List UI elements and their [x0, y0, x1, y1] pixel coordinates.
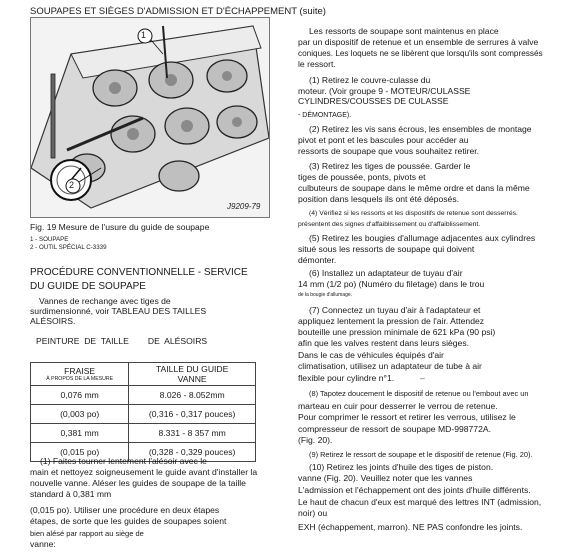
page-title: SOUPAPES ET SIÈGES D'ADMISSION ET D'ÉCHAPPEMENT (suite)	[30, 6, 326, 17]
left-para-line-2: main et nettoyez soigneusement le guide avant d'installer la	[30, 467, 258, 477]
right-line: (8) Tapotez doucement le dispositif de retenue ou l'embout avec un	[309, 389, 529, 398]
right-line: (7) Connectez un tuyau d'air à l'adaptateur et	[309, 305, 481, 315]
table-cell: 8.331 - 8 357 mm	[129, 424, 256, 443]
figure-legend-2: 2 - OUTIL SPÉCIAL C-3339	[30, 244, 107, 251]
table-row	[31, 424, 256, 443]
figure-valve-guide-wear	[30, 17, 270, 218]
right-line: moteur. (Voir groupe 9 - MOTEUR/CULASSE	[298, 86, 471, 96]
reamer-size-table	[30, 362, 256, 462]
right-line: L'admission et l'échappement ont des joints d'huile différents.	[298, 485, 531, 495]
callout-2: 2	[69, 180, 75, 190]
right-line: afin que les valves restent dans leurs sièges.	[298, 338, 470, 348]
intro-line-1: Vannes de rechange avec tiges de	[39, 296, 171, 306]
table-cell: (0,316 - 0,317 pouces)	[129, 405, 256, 424]
table-row	[31, 405, 256, 424]
right-line: situé sous les ressorts de soupape qui doivent	[298, 244, 475, 254]
right-line: (2) Retirez les vis sans écrous, les ensembles de montage	[309, 124, 532, 134]
right-line: (1) Retirez le couvre-culasse du	[309, 75, 431, 85]
right-line: (3) Retirez les tiges de poussée. Garder le	[309, 161, 471, 171]
left-para-line-3: nouvelle vanne. Aléser les guides de soupape de la taille	[30, 478, 246, 488]
right-line: climatisation, utilisez un adaptateur de tube à air	[298, 361, 482, 371]
right-line: marteau en cuir pour desserrer le verrou de retenue.	[298, 401, 498, 411]
right-line: le ressort.	[298, 59, 336, 69]
right-line: Les ressorts de soupape sont maintenus en place	[309, 26, 499, 36]
right-line: (4) Vérifiez si les ressorts et les dispositifs de retenue sont desserrés.	[309, 210, 518, 217]
right-line: vanne (Fig. 20). Veuillez noter que les vannes	[298, 473, 473, 483]
table-title: PEINTURE DE TAILLE DE ALÉSOIRS	[36, 336, 208, 346]
right-line: présentent des signes d'affaiblissement ou d'affaiblissement.	[298, 221, 481, 228]
table-cell: 0,076 mm	[31, 386, 129, 405]
table-header-reamer-label: FRAISE	[64, 366, 96, 376]
engine-head-illustration	[31, 18, 269, 217]
table-header-guide-line-1: TAILLE DU GUIDE	[155, 364, 229, 374]
right-line: de la bougie d'allumage.	[298, 292, 353, 298]
right-line: noir) ou	[298, 508, 328, 518]
right-line: ressorts de soupape que vous souhaitez retirer.	[298, 146, 480, 156]
right-line: flexible pour cylindre n°1.	[298, 373, 395, 383]
right-line: (6) Installez un adaptateur de tuyau d'air	[309, 268, 463, 278]
right-line: CYLINDRES/COUSSES DE CULASSE	[298, 96, 449, 106]
stray-dash: –	[420, 373, 425, 383]
table-header-reamer-sub: À PROPOS DE LA MESURE	[46, 376, 114, 382]
figure-ref: J9209-79	[227, 202, 261, 211]
intro-line-3: ALÉSOIRS.	[30, 316, 76, 326]
section-title-line-1: PROCÉDURE CONVENTIONNELLE - SERVICE	[30, 267, 248, 278]
left-para-line-4: standard à 0,381 mm	[30, 489, 112, 499]
figure-legend-1: 1 - SOUPAPE	[30, 236, 69, 243]
table-cell: (0,015 po)	[31, 443, 129, 462]
table-row	[31, 386, 256, 405]
right-line: démonter.	[298, 255, 337, 265]
table-cell: (0,003 po)	[31, 405, 129, 424]
table-header-reamer	[31, 363, 129, 386]
right-line: bouteille une pression minimale de 621 kPa (90 psi)	[298, 327, 496, 337]
section-title-line-2: DU GUIDE DE SOUPAPE	[30, 281, 146, 292]
right-line: Le haut de chacun d'eux est marqué des lettres INT (admission,	[298, 497, 542, 507]
left-para-line-6: étapes, de sorte que les guides de soupapes soient	[30, 516, 227, 526]
right-line: - DÉMONTAGE).	[298, 112, 352, 119]
right-line: (5) Retirez les bougies d'allumage adjacentes aux cylindres	[309, 233, 536, 243]
right-line: appliquez lentement la pression de l'air. Attendez	[298, 316, 485, 326]
callout-1: 1	[141, 30, 147, 40]
table-cell: 8.026 - 8.052mm	[129, 386, 256, 405]
table-header-guide-line-2: VANNE	[177, 374, 207, 384]
left-para-line-5: (0,015 po). Utiliser une procédure en deux étapes	[30, 505, 220, 515]
right-line: coniques. Les loquets ne se libèrent que lorsqu'ils sont compressés	[298, 49, 543, 58]
right-line: Dans le cas de véhicules équipés d'air	[298, 350, 444, 360]
figure-caption: Fig. 19 Mesure de l'usure du guide de soupape	[30, 222, 210, 232]
left-para-line-1: (1) Faites tourner lentement l'alésoir avec le	[40, 456, 207, 466]
table-header-guide-size	[129, 363, 256, 386]
right-line: compresseur de ressort de soupape MD-998772A.	[298, 424, 491, 434]
right-line: EXH (échappement, marron). NE PAS confondre les joints.	[298, 522, 523, 532]
right-line: (9) Retirez le ressort de soupape et le dispositif de retenue (Fig. 20).	[309, 450, 533, 459]
right-line: tiges de poussée, ponts, pivots et	[298, 172, 426, 182]
table-cell: (0,328 - 0,329 pouces)	[129, 443, 256, 462]
right-line: position dans lesquels ils ont été déposés.	[298, 194, 459, 204]
right-line: (10) Retirez les joints d'huile des tiges de piston.	[309, 462, 494, 472]
intro-line-2: surdimensionné, voir TABLEAU DES TAILLES	[30, 306, 207, 316]
right-line: 14 mm (1/2 po) (Numéro du filetage) dans le trou	[298, 279, 485, 289]
right-line: Pour comprimer le ressort et retirer les verrous, utilisez le	[298, 412, 516, 422]
right-line: pivot et pont et les bascules pour accéder au	[298, 135, 469, 145]
left-para-line-7: bien alésé par rapport au siège de	[30, 529, 144, 538]
right-line: (Fig. 20).	[298, 435, 333, 445]
right-line: culbuteurs de soupape dans le même ordre et dans la même	[298, 183, 530, 193]
table-cell: 0,381 mm	[31, 424, 129, 443]
right-line: par un dispositif de retenue et un ensemble de serrures à valve	[298, 37, 539, 47]
left-para-line-8: vanne:	[30, 539, 56, 549]
